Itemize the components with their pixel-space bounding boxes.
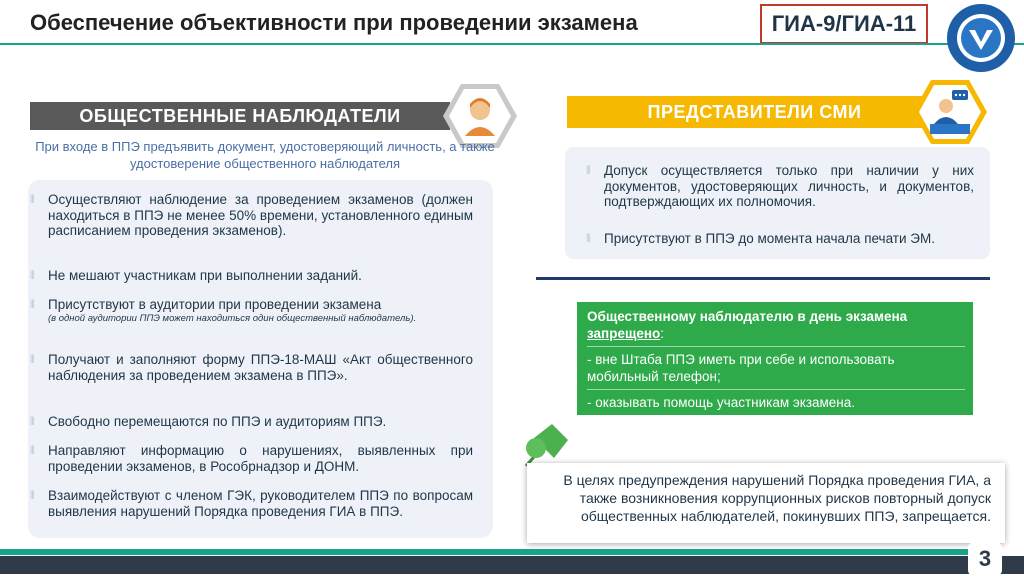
exam-badge: ГИА-9/ГИА-11 [760, 4, 928, 44]
list-item: ⦀ Свободно перемещаются по ППЭ и аудиториям ППЭ. [30, 414, 387, 429]
section-divider [536, 277, 990, 280]
bullet-icon: ⦀ [586, 233, 591, 245]
list-item: ⦀ Присутствуют в ППЭ до момента начала печати ЭМ. [586, 231, 935, 246]
page-title: Обеспечение объективности при проведении экзамена [30, 10, 638, 35]
list-item: ⦀ Не мешают участникам при выполнении заданий. [30, 268, 362, 283]
bullet-icon: ⦀ [30, 445, 35, 457]
media-presenter-icon [912, 78, 988, 146]
list-item: ⦀ Присутствуют в аудитории при проведении экзамена (в одной аудитории ППЭ может находиться один общественный наблюдатель). [48, 297, 473, 324]
bullet-icon: ⦀ [30, 416, 35, 428]
prohibited-item: - вне Штаба ППЭ иметь при себе и использовать мобильный телефон; [587, 352, 895, 384]
media-heading: ПРЕДСТАВИТЕЛИ СМИ [567, 96, 942, 128]
list-item: ⦀ Осуществляют наблюдение за проведением экзаменов (должен находиться в ППЭ не менее 50% времени, установленного единым расписанием проведения экзаменов). [30, 192, 473, 238]
bullet-icon: ⦀ [30, 194, 35, 206]
list-item: ⦀ Взаимодействуют с членом ГЭК, руководителем ППЭ по вопросам выявления нарушений Порядка проведения ГИА в ППЭ. [30, 488, 473, 519]
bullet-icon: ⦀ [586, 165, 591, 177]
footer-band [0, 556, 1024, 574]
prohibited-title: Общественному наблюдателю в день экзамена запрещено: [587, 309, 908, 341]
page-number: 3 [968, 542, 1002, 576]
bullet-icon: ⦀ [30, 270, 35, 282]
bullet-icon: ⦀ [30, 490, 35, 502]
bullet-icon: ⦀ [30, 354, 35, 366]
footer-accent [0, 549, 980, 555]
observers-heading: ОБЩЕСТВЕННЫЕ НАБЛЮДАТЕЛИ [30, 102, 450, 130]
bullet-icon: ⦀ [30, 299, 35, 311]
list-item-note: (в одной аудитории ППЭ может находиться один общественный наблюдатель). [48, 312, 417, 324]
prohibited-box [577, 302, 973, 415]
note-box [527, 463, 1005, 543]
center-logo-icon [945, 2, 1017, 74]
observers-intro: При входе в ППЭ предъявить документ, удостоверяющий личность, а также удостоверение общественного наблюдателя [35, 139, 495, 171]
list-item: ⦀ Получают и заполняют форму ППЭ-18-МАШ «Акт общественного наблюдения за проведением экзамена в ППЭ». [30, 352, 473, 383]
prohibited-item: - оказывать помощь участникам экзамена. [587, 395, 856, 410]
header-divider [0, 43, 1024, 45]
list-item: ⦀ Допуск осуществляется только при наличии у них документов, удостоверяющих личность, и документов, подтверждающих их полномочия. [586, 163, 974, 209]
list-item: ⦀ Направляют информацию о нарушениях, выявленных при проведении экзаменов, в Рособрнадзор и ДОНМ. [30, 443, 473, 474]
note-text: В целях предупреждения нарушений Порядка проведения ГИА, а также возникновения коррупционных рисков повторный допуск общественных наблюдателей, покинувших ППЭ, запрещается. [563, 472, 991, 524]
